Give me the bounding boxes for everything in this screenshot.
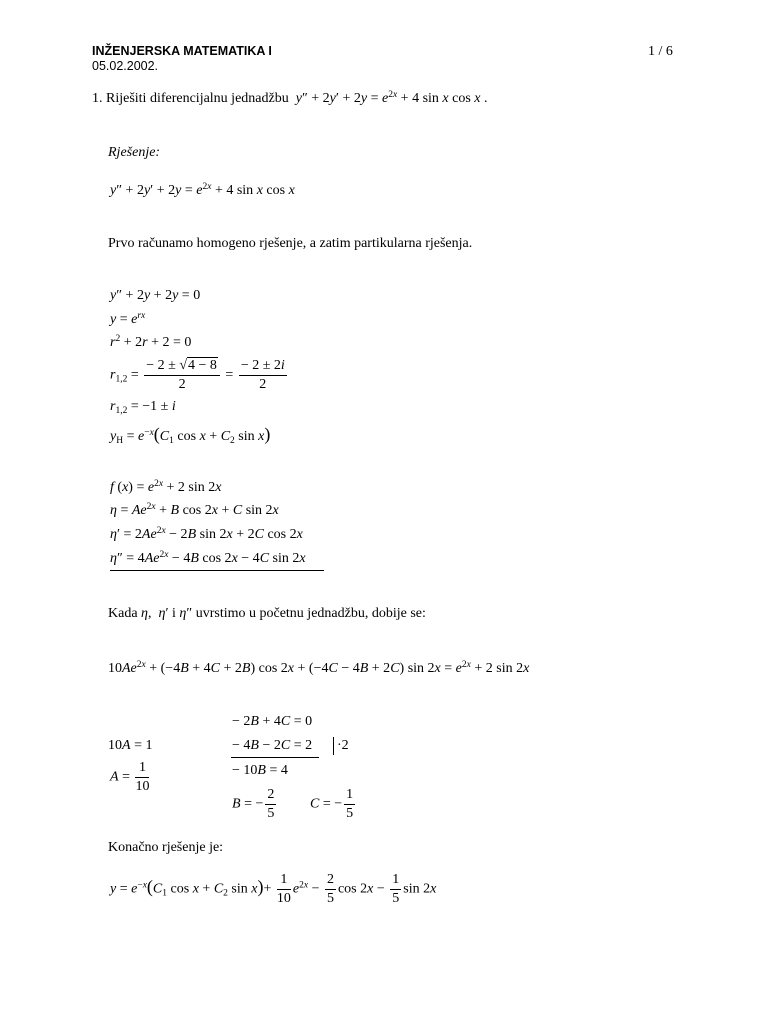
page-number: 1 / 6: [648, 44, 673, 59]
system-equation-2: − 4B − 2C = 2: [232, 738, 313, 753]
divide-value: 2: [341, 738, 349, 753]
system-equation-1: − 2B + 4C = 0: [232, 714, 313, 729]
rhs-function: f $(x) = e^{2x} + 2$ sin 2x: [110, 479, 222, 495]
exam-date: 05.02.2002.: [92, 59, 159, 73]
divide-marker: ·2: [337, 738, 349, 753]
homogeneous-solution: $y_H = e^{-x}(C_1$ $\cos x + C_2$ sin x): [110, 424, 271, 446]
course-title: INŽENJERSKA MATEMATIKA I: [92, 44, 272, 58]
characteristic-equation: $r^2 + 2r + 2 = 0$: [110, 334, 192, 350]
roots-result: $r_{1,2} = -1 \pm i$: [110, 399, 176, 416]
system-underline: [231, 757, 319, 758]
homog-equation: y″ + 2y + 2y = 0: [110, 288, 201, 303]
coefficient-a-value: A = $\frac{1}{10}$: [110, 760, 150, 794]
final-solution: $y = e^{-x}(C_1$ $\cos x + C_2$ sin x)+ $\frac{1}{10}$ $e^{2x}$ − $\frac{2}{5}$ cos 2x − $\frac{1}{5}$ sin 2x: [110, 872, 437, 906]
trial-solution: $y = e^{rx}$: [110, 311, 146, 327]
system-result: − 10B = 4: [232, 763, 288, 778]
problem-text: Riješiti diferencijalnu jednadžbu: [106, 91, 289, 106]
problem-number: 1.: [92, 91, 103, 106]
homogeneous-intro: Prvo računamo homogeno rješenje, a zatim partikularna rješenja.: [108, 236, 473, 251]
solution-label: Rješenje:: [108, 145, 161, 160]
problem-statement: [92, 91, 488, 107]
equation-restated: $y'' + 2y' + 2y = e^{2x} + 4$ sin x cos x: [110, 182, 295, 198]
substitution-symbols: η, η′ i η″: [141, 606, 193, 621]
roots-formula: $r_{1,2}$ = $\frac{- 2 \pm √4 - 8}{2}$ = $\frac{- 2 \pm 2i}{2}$: [110, 358, 285, 392]
problem-equation: $y'' + 2y' + 2y = e^{2x} + 4$ sin x cos x .: [295, 90, 488, 106]
coefficient-equation-a: 10A = 1: [108, 738, 153, 753]
final-solution-text: Konačno rješenje je:: [108, 840, 224, 855]
coefficient-c-value: C = − $\frac{1}{5}$: [310, 787, 354, 821]
derivatives-underline: [110, 570, 324, 571]
first-derivative: $\eta' = 2Ae^{2x} - 2B$ sin 2x + 2C cos 2x: [110, 526, 303, 542]
substitution-text: [108, 606, 426, 622]
divide-bar: [333, 737, 334, 755]
substitution-post: uvrstimo u početnu jednadžbu, dobije se:: [195, 606, 426, 621]
substitution-pre: Kada: [108, 606, 138, 621]
particular-ansatz: $\eta = Ae^{2x} + B$ cos 2x + C sin 2x: [110, 502, 279, 518]
substituted-equation: $10Ae^{2x} + (-4B + 4C + 2B)$ cos 2x + (−4C − 4B + 2C) $\sin 2x = e^{2x} + 2$ sin 2x: [108, 660, 530, 676]
coefficient-b-value: B = − $\frac{2}{5}$: [232, 787, 275, 821]
second-derivative: $\eta'' = 4Ae^{2x} - 4B$ cos 2x − 4C sin 2x: [110, 550, 306, 566]
